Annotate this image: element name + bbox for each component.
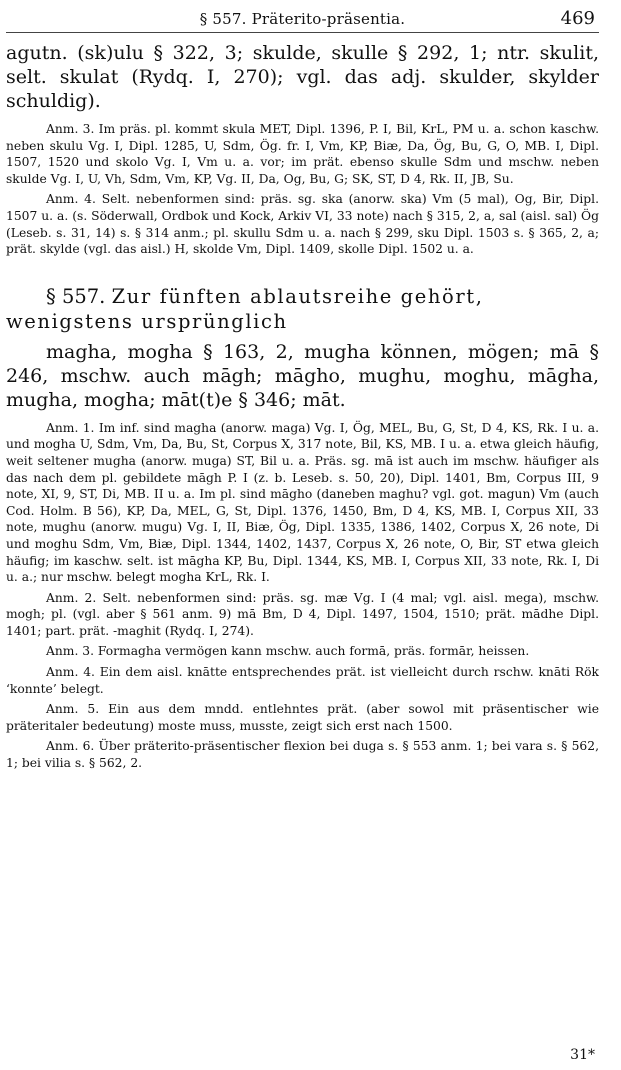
anmerkung-3: Anm. 3. Im präs. pl. kommt skula MET, Dipl. 1396, P. I, Bil, KrL, PM u. a. schon kaschw. neben skulu Vg. I, Dipl. 1285, U, Sdm, Ög. fr. I, Vm, KP, Biæ, Da, Ög, Bu, G, O, MB. I, Dipl. 1507, 1520 und skolo Vg. I, Vm u. a. vor; im prät. ebenso skulle Sdm und mschw. neben skulde Vg. I, U, Vh, Sdm, Vm, KP, Vg. II, Da, Og, Bu, G; SK, ST, D 4, Rk. II, JB, Su.: [6, 122, 599, 186]
anmerkung-557-2: Anm. 2. Selt. nebenformen sind: präs. sg. mæ Vg. I (4 mal; vgl. aisl. mega), mschw. mogh; pl. (vgl. aber § 561 anm. 9) mā Bm, D 4, Dipl. 1497, 1504, 1510; prät. mādhe Dipl. 1401; part. prät. -maghit (Rydq. I, 274).: [6, 590, 599, 638]
anmerkung-557-5: Anm. 5. Ein aus dem mndd. entlehntes prät. (aber sowol mit präsentischer wie präteritaler bedeutung) moste muss, musste, zeigt sich erst nach 1500.: [6, 702, 599, 733]
section-heading: [6, 284, 599, 334]
page-number: 469: [560, 8, 595, 29]
section-number: § 557.: [46, 284, 106, 308]
anmerkung-557-3: Anm. 3. Formagha vermögen kann mschw. auch formā, präs. formār, heissen.: [46, 644, 530, 659]
anmerkung-557-1: Anm. 1. Im inf. sind magha (anorw. maga) Vg. I, Ög, MEL, Bu, G, St, D 4, KS, Rk. I u. a. und mogha U, Sdm, Vm, Da, Bu, St, Corpus X, 317 note, Bil, KS, MB. I u. a. etwa gleich häufig, weit seltener mugha (anorw. muga) ST, Bil u. a. Präs. sg. mā ist auch im mschw. häufiger als das nach dem pl. gebildete māgh P. I (z. b. Leseb. s. 50, 20), Dipl. 1401, Bm, Corpus III, 9 note, XI, 9, ST, Di, MB. II u. a. Im pl. sind māgho (daneben maghu? vgl. got. magun) Vm (auch Cod. Holm. B 56), KP, Da, MEL, G, St, Dipl. 1376, 1450, Bm, D 4, KS, MB. I, Corpus XII, 33 note, mughu (anorw. mugu) Vg. I, II, Biæ, Ög, Dipl. 1335, 1386, 1402, Corpus X, 26 note, Di und moghu Sdm, Vm, Biæ, Dipl. 1344, 1402, 1437, Corpus X, 26 note, O, Bir, ST etwa gleich häufig; im kaschw. selt. ist māgha KP, Bu, Dipl. 1344, KS, MB. I, Corpus XII, 33 note, Rk. I, Di u. a.; nur mschw. belegt mogha KrL, Rk. I.: [6, 420, 599, 585]
running-title: § 557. Präterito-präsentia.: [199, 10, 406, 28]
anmerkung-557-6: Anm. 6. Über präterito-präsentischer flexion bei duga s. § 553 anm. 1; bei vara s. § 562, 1; bei vilia s. § 562, 2.: [6, 739, 599, 771]
anmerkung-557-4: Anm. 4. Ein dem aisl. knātte entsprechendes prät. ist vielleicht durch rschw. knāti Rök ‘konnte’ belegt.: [6, 665, 599, 696]
paradigm-forms: magha, mogha § 163, 2, mugha können, mögen; mā § 246, mschw. auch māgh; māgho, mughu, moghu, māgha, mugha, mogha; māt(t)e § 346; māt.: [6, 340, 599, 411]
anmerkung-4: Anm. 4. Selt. nebenformen sind: präs. sg. ska (anorw. ska) Vm (5 mal), Og, Bir, Dipl. 1507 u. a. (s. Söderwall, Ordbok und Kock, Arkiv VI, 33 note) nach § 315, 2, a, sal (aisl. sal) Ög (Leseb. s. 31, 14) s. § 314 anm.; pl. skullu Sdm u. a. nach § 299, sku Dipl. 1503 s. § 365, 2, a; prät. skylde (vgl. das aisl.) H, skolde Vm, Dipl. 1409, skolle Dipl. 1502 u. a.: [6, 192, 599, 257]
paragraph-top: agutn. (sk)ulu § 322, 3; skulde, skulle § 292, 1; ntr. skulit, selt. skulat (Rydq. I, 270); vgl. das adj. skulder, skylder schuldig).: [6, 42, 599, 112]
signature-mark: 31*: [570, 1047, 595, 1063]
section-heading-text: Zur fünften ablautsreihe gehört, wenigstens ursprünglich: [6, 284, 484, 333]
running-header: [6, 6, 599, 33]
